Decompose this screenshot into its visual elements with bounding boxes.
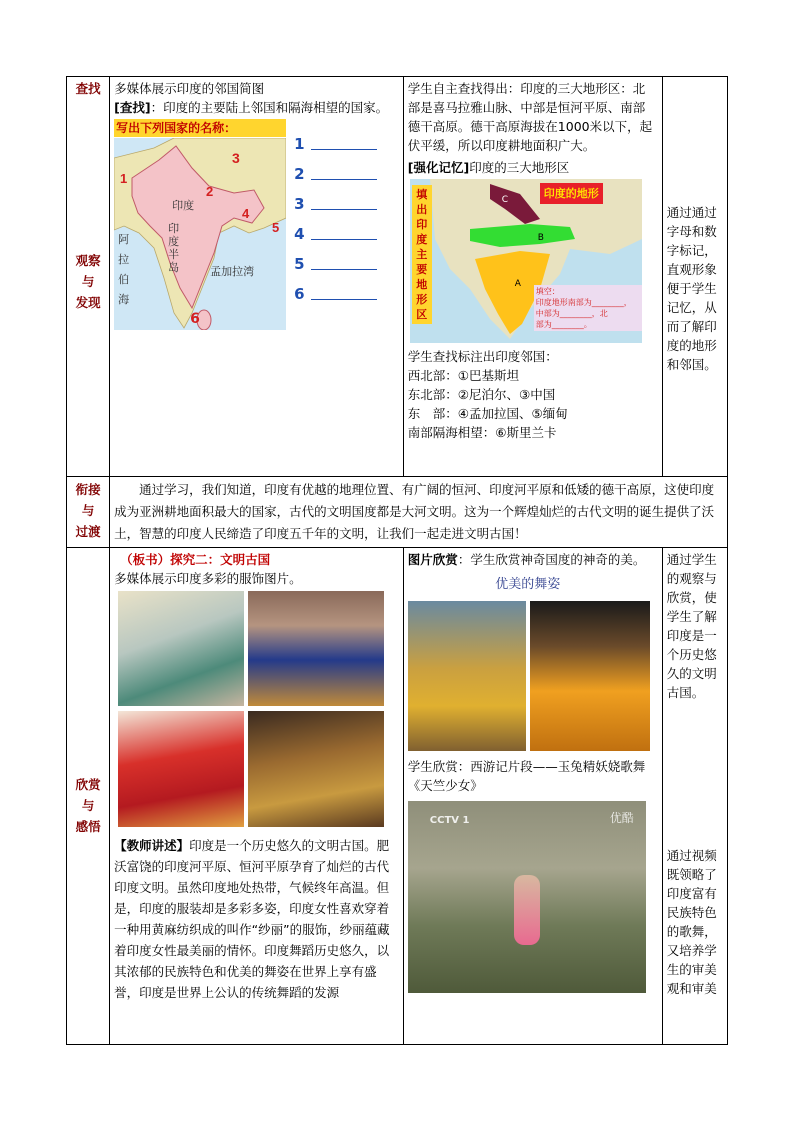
appreciate-note-top: 通过学生的观察与欣赏，使学生了解印度是一个历史悠久的文明古国。 xyxy=(666,552,717,700)
neighbor-map xyxy=(114,119,392,331)
neighbor-map-title: 写出下列国家的名称： xyxy=(114,119,286,137)
row-transition xyxy=(67,477,728,548)
map-label-bay: 孟加拉湾 xyxy=(210,265,255,278)
terrain-side-label: 填 出 印 度 主 要 地 形 区 xyxy=(412,185,432,324)
stage-explore xyxy=(67,77,110,477)
cctv-logo: CCTV 1 xyxy=(429,815,470,826)
youku-logo: 优酷 xyxy=(609,811,634,825)
dance-photo-2 xyxy=(530,601,650,751)
teacher-tag: 【教师讲述】 xyxy=(114,838,190,853)
answer-blank-2[interactable]: 2 xyxy=(294,165,390,195)
memory-text: 印度的三大地形区 xyxy=(469,160,570,175)
costume-line: 多媒体展示印度多彩的服饰图片。 xyxy=(114,571,302,586)
stage-label-appreciate-3: 感悟 xyxy=(75,819,101,834)
map-label-india: 印度 xyxy=(172,199,195,212)
costume-photo-3 xyxy=(118,711,244,827)
neighbor-line-4: 南部隔海相望：⑥斯里兰卡 xyxy=(407,425,557,440)
explore-find xyxy=(114,98,399,117)
appreciate-col-c xyxy=(662,548,727,1045)
stage-label-transition-3: 过渡 xyxy=(75,524,101,539)
stage-label-observe-3: 发现 xyxy=(75,295,101,310)
explore-col-a xyxy=(110,77,404,477)
memory-tag: [强化记忆] xyxy=(407,160,470,175)
neighbor-map-image xyxy=(114,138,286,330)
terrain-letter-b: B xyxy=(537,233,544,243)
dance-photo-1 xyxy=(408,601,526,751)
appreciate-col-b xyxy=(403,548,662,1045)
find-tag: [查找] xyxy=(114,100,151,115)
costume-photo-4 xyxy=(248,711,384,827)
map-num-4: 4 xyxy=(242,206,250,221)
stage-label-transition-1: 衔接 xyxy=(75,482,101,497)
row-appreciate xyxy=(67,548,728,1045)
explore-col-b xyxy=(403,77,662,477)
terrain-letter-a: A xyxy=(514,279,521,289)
teacher-lecture xyxy=(114,835,399,1003)
video-appreciation: 学生欣赏：西游记片段——玉兔精妖娆歌舞《天竺少女》 xyxy=(407,759,646,793)
answer-blank-6[interactable]: 6 xyxy=(294,285,390,315)
explore-line1: 多媒体展示印度的邻国简图 xyxy=(114,81,265,96)
stage-appreciate xyxy=(67,548,110,1045)
neighbor-line-3: 东 部：④孟加拉国、⑤缅甸 xyxy=(407,406,568,421)
terrain-map xyxy=(410,179,642,343)
terrain-paragraph: 学生自主查找得出：印度的三大地形区：北部是喜马拉雅山脉、中部是恒河平原、南部德干高原。德干高原海拔在1000米以下，起伏平缓，所以印度耕地面积广大。 xyxy=(407,81,653,153)
neighbor-line-2: 东北部：②尼泊尔、③中国 xyxy=(407,387,556,402)
dance-title: 优美的舞姿 xyxy=(495,577,561,592)
answer-blank-5[interactable]: 5 xyxy=(294,255,390,285)
answer-blanks xyxy=(294,135,390,315)
map-label-peninsula: 印度半岛 xyxy=(168,222,180,274)
india-outline-map xyxy=(114,138,286,330)
appreciate-note-bottom: 通过视频既领略了印度富有民族特色的歌舞，又培养学生的审美观和审美 xyxy=(666,848,717,996)
map-num-2: 2 xyxy=(206,184,214,199)
stage-label-appreciate-1: 欣赏 xyxy=(75,777,101,792)
find-text: ：印度的主要陆上邻国和隔海相望的国家。 xyxy=(150,100,389,115)
terrain-fill-box: 填空： 印度地形南部为________， 中部为________，北 部为________。 xyxy=(534,285,642,331)
memory-line xyxy=(408,158,658,177)
appreciate-col-a xyxy=(110,548,404,1045)
dance-photos xyxy=(408,571,658,751)
map-num-1: 1 xyxy=(120,171,128,186)
neighbors-intro: 学生查找标注出印度邻国： xyxy=(407,349,558,364)
answer-blank-1[interactable]: 1 xyxy=(294,135,390,165)
row-explore xyxy=(67,77,728,477)
video-dancer xyxy=(514,875,540,945)
stage-label-observe-1: 观察 xyxy=(75,253,101,268)
explore2-heading: （板书）探究二：文明古国 xyxy=(120,552,271,567)
neighbor-line-1: 西北部：①巴基斯坦 xyxy=(407,368,520,383)
pic-text: ：学生欣赏神奇国度的神奇的美。 xyxy=(457,552,646,567)
stage-label-appreciate-2: 与 xyxy=(81,798,95,813)
explore-col-c: 通过通过字母和数字标记，直观形象便于学生记忆，从而了解印度的地形和邻国。 xyxy=(662,77,727,477)
map-num-5: 5 xyxy=(272,220,280,235)
costume-photo-1 xyxy=(118,591,244,706)
answer-blank-4[interactable]: 4 xyxy=(294,225,390,255)
answer-blank-3[interactable]: 3 xyxy=(294,195,390,225)
teacher-text: 印度是一个历史悠久的文明古国。肥沃富饶的印度河平原、恒河平原孕育了灿烂的古代印度文明。虽然印度地处热带，气候终年高温。但是，印度的服装却是多彩多姿，印度女性喜欢穿着一种用黄麻纺织成的叫作“纱丽”的服饰，纱丽蕴藏着印度女性最美丽的情怀。印度舞蹈历史悠久，以其浓郁的民族特色和优美的舞姿在世界上享有盛誉，印度是世界上公认的传统舞蹈的发源 xyxy=(114,838,390,1000)
lesson-plan-table xyxy=(66,76,728,1045)
transition-text: 通过学习，我们知道，印度有优越的地理位置、有广阔的恒河、印度河平原和低矮的德干高原，这使印度成为亚洲耕地面积最大的国家，古代的文明国度都是大河文明。这为一个辉煌灿烂的古代文明的诞生提供了沃土，智慧的印度人民缔造了印度五千年的文明，让我们一起走进文明古国！ xyxy=(110,477,728,548)
stage-label-observe-2: 与 xyxy=(81,274,95,289)
terrain-letter-c: C xyxy=(501,195,509,205)
video-frame[interactable] xyxy=(408,801,646,993)
stage-label-transition-2: 与 xyxy=(81,503,95,518)
stage-label-find: 查找 xyxy=(75,81,101,96)
pic-tag: 图片欣赏 xyxy=(407,552,458,567)
pic-appreciation xyxy=(408,550,658,569)
costume-photo-2 xyxy=(248,591,384,706)
stage-transition xyxy=(67,477,110,548)
map-label-arabian-sea: 阿拉伯海 xyxy=(118,233,130,306)
costume-photos xyxy=(114,591,399,827)
map-num-6: 6 xyxy=(190,311,200,327)
map-num-3: 3 xyxy=(232,150,240,166)
terrain-map-title: 印度的地形 xyxy=(540,183,603,204)
